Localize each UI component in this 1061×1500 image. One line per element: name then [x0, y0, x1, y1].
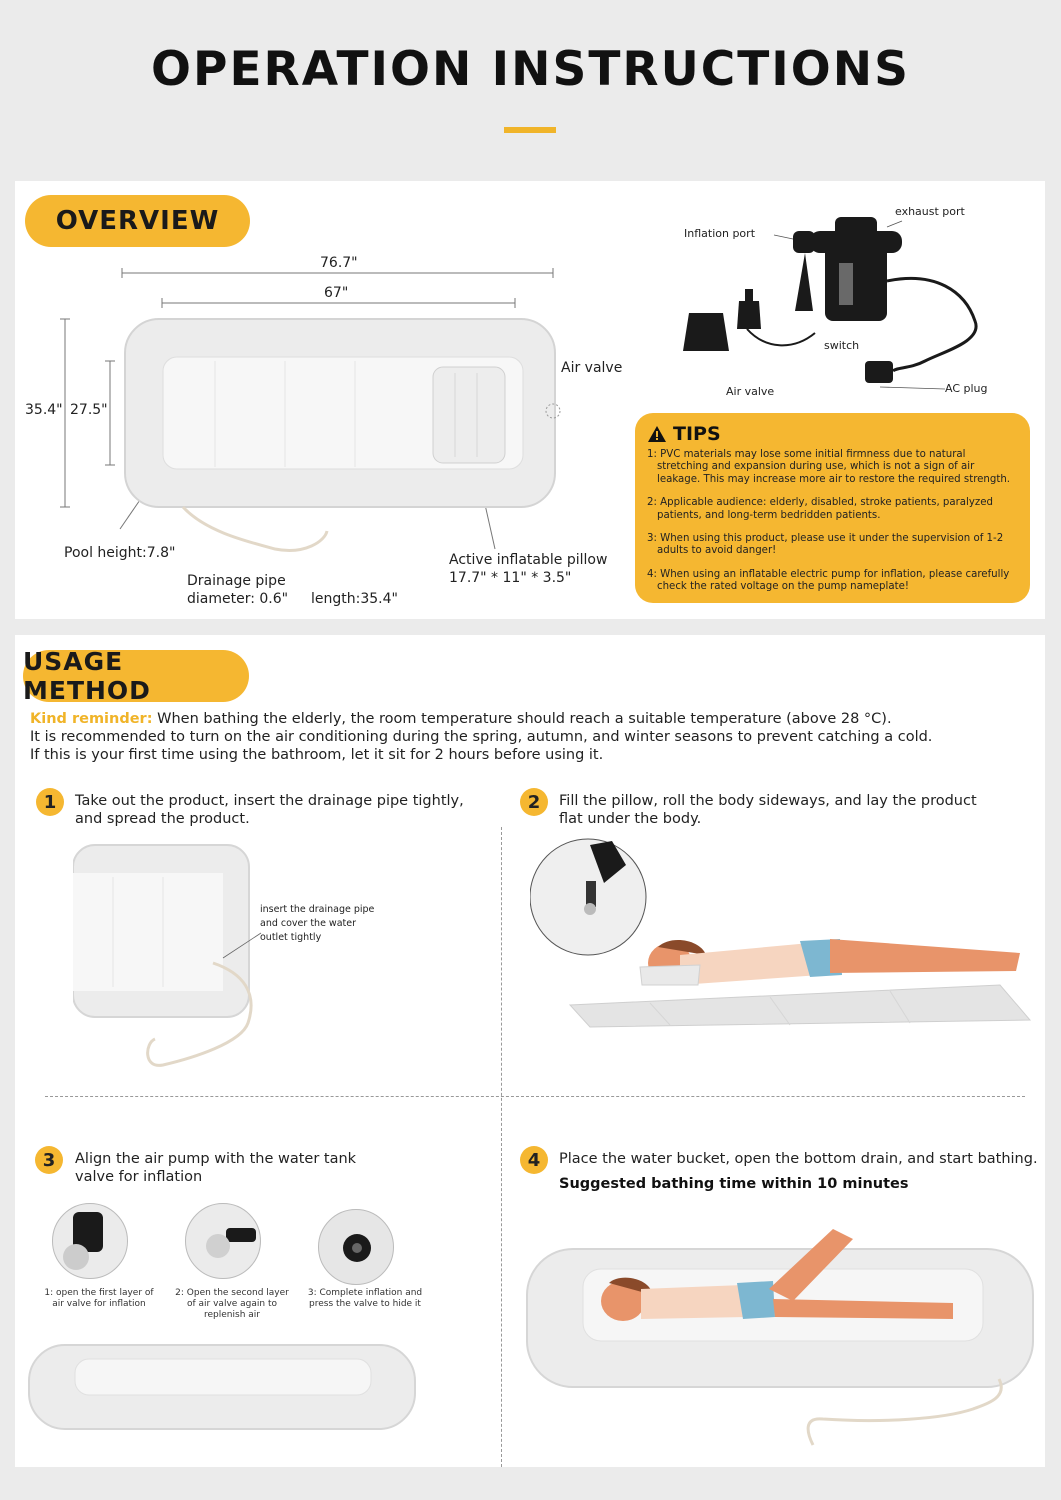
step-4-bathing-image	[523, 1219, 1038, 1455]
step-4-number: 4	[520, 1146, 548, 1174]
tips-box	[635, 413, 1030, 603]
step-3-valve-photo-2	[185, 1203, 261, 1279]
pool-height-label: Pool height:7.8"	[64, 545, 176, 561]
tips-heading	[647, 423, 1020, 445]
overview-panel	[15, 181, 1045, 619]
step-1-text: Take out the product, insert the drainage pipe tightly, and spread the product.	[75, 793, 464, 827]
page-title: OPERATION INSTRUCTIONS	[151, 42, 910, 97]
air-valve-label: Air valve	[561, 360, 623, 376]
step-1-callout: insert the drainage pipe and cover the water outlet tightly	[260, 904, 375, 943]
bath-tub-image	[125, 319, 560, 550]
step-4-text: Place the water bucket, open the bottom drain, and start bathing.	[559, 1151, 1038, 1167]
drainage-pipe-label: Drainage pipe	[187, 573, 286, 589]
pillow-size-label: 17.7" * 11" * 3.5"	[449, 570, 572, 586]
step-2-text: Fill the pillow, roll the body sideways, and lay the product flat under the body.	[559, 793, 977, 827]
step-3-valve-photo-1	[52, 1203, 128, 1279]
tip-item: 4: When using an inflatable electric pump for inflation, please carefully check the rated voltage on the pump nameplate!	[647, 568, 1010, 593]
step-2-lying-person-image	[530, 835, 1040, 1045]
pump-exhaust-port-label: exhaust port	[895, 205, 965, 218]
pump-ac-plug-label: AC plug	[945, 382, 988, 395]
step-3-inflated-tub-image	[25, 1335, 420, 1435]
step-3-caption-2: 2: Open the second layer of air valve again to replenish air	[175, 1288, 289, 1320]
pump-air-valve-label: Air valve	[726, 385, 775, 398]
usage-panel	[15, 635, 1045, 1467]
horizontal-divider	[45, 1096, 1025, 1097]
tip-item: 1: PVC materials may lose some initial firmness due to natural stretching and expansion during use, which is not a sign of air leakage. This may increase more air to restore the required strength.	[647, 449, 1011, 485]
dim-inner-width: 27.5"	[70, 402, 108, 418]
drainage-diameter-label: diameter: 0.6"	[187, 591, 289, 607]
dim-inner-length: 67"	[324, 285, 349, 301]
tips-title: TIPS	[673, 423, 721, 445]
title-underline	[504, 127, 556, 133]
reminder-line-3: If this is your first time using the bathroom, let it sit for 2 hours before using it.	[30, 747, 604, 763]
reminder-line-1: When bathing the elderly, the room temperature should reach a suitable temperature (above 28 °C).	[152, 711, 892, 727]
step-3-caption-3: 3: Complete inflation and press the valve to hide it	[307, 1288, 423, 1309]
warning-icon	[647, 425, 667, 443]
tip-item: 2: Applicable audience: elderly, disabled, stroke patients, paralyzed patients, and long-term bedridden patients.	[647, 497, 993, 521]
reminder-line-2: It is recommended to turn on the air conditioning during the spring, autumn, and winter seasons to prevent catching a cold.	[30, 729, 933, 745]
step-3-number: 3	[35, 1146, 63, 1174]
step-3-text: Align the air pump with the water tank valve for inflation	[75, 1151, 357, 1185]
tip-item: 3: When using this product, please use it under the supervision of 1-2 adults to avoid danger!	[647, 533, 1004, 557]
step-2-number: 2	[520, 788, 548, 816]
step-3-caption-1: 1: open the first layer of air valve for inflation	[44, 1288, 154, 1309]
pillow-label: Active inflatable pillow	[449, 552, 608, 568]
step-1-tub-image	[73, 843, 273, 1073]
overview-heading: OVERVIEW	[25, 195, 250, 247]
pump-switch-label: switch	[824, 339, 860, 352]
reminder-label: Kind reminder:	[30, 711, 153, 727]
kind-reminder	[30, 710, 1030, 764]
step-4-subtitle: Suggested bathing time within 10 minutes	[559, 1176, 909, 1192]
vertical-divider	[501, 827, 502, 1467]
step-1-number: 1	[36, 788, 64, 816]
usage-heading: USAGE METHOD	[23, 650, 249, 702]
step-3-valve-photo-3	[318, 1209, 394, 1285]
dim-outer-length: 76.7"	[320, 255, 358, 271]
pump-inflation-port-label: Inflation port	[684, 227, 756, 240]
dim-outer-width: 35.4"	[25, 402, 63, 418]
drainage-length-label: length:35.4"	[311, 591, 398, 607]
